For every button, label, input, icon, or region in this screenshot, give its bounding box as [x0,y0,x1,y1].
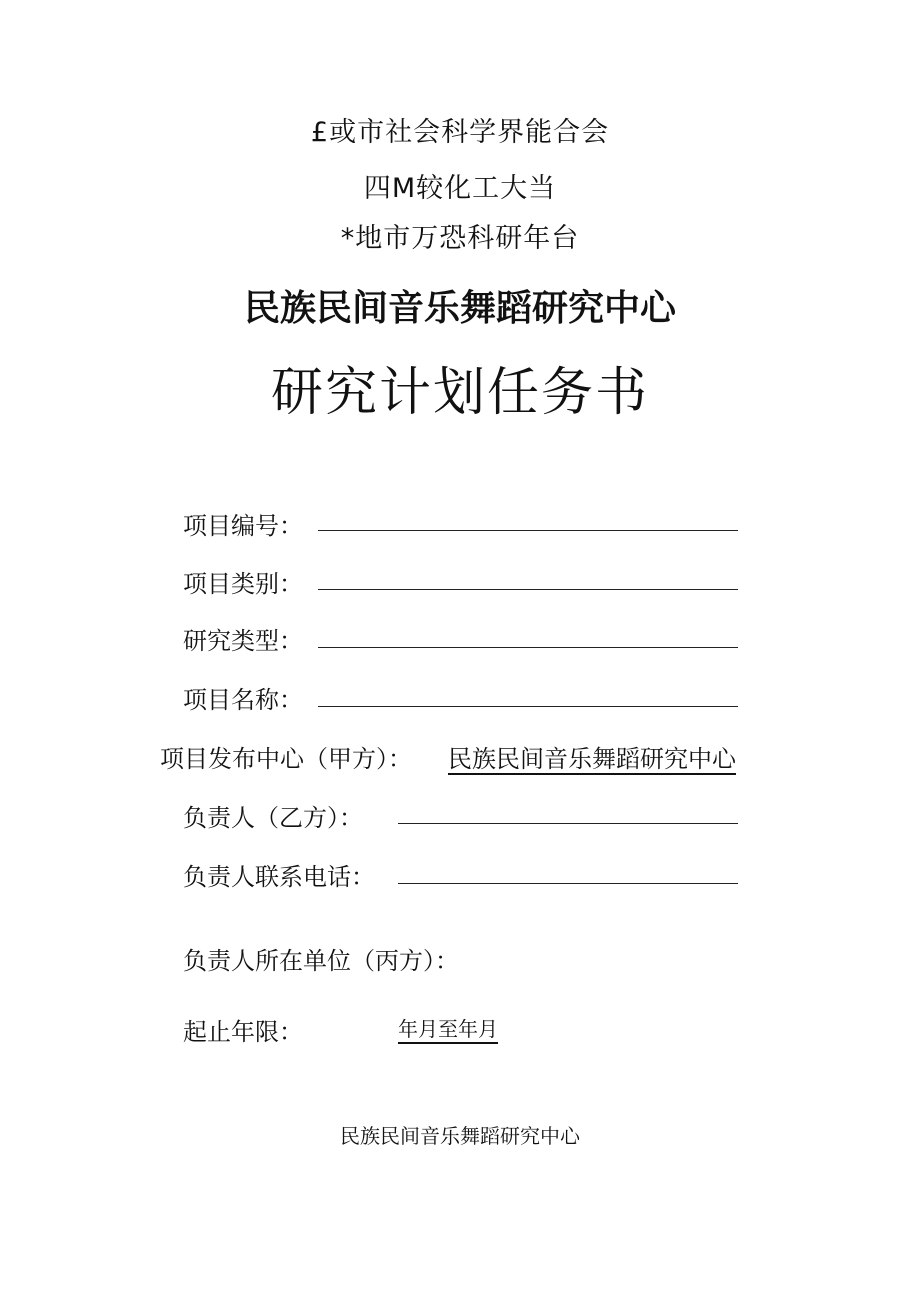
project-name-label: 项目名称： [183,686,303,714]
project-category-label: 项目类别： [183,570,303,598]
responsible-line [398,823,738,824]
document-title: 研究计划任务书 [270,363,649,423]
publisher-label: 项目发布中心（甲方）： [160,745,412,773]
footer-org-name: 民族民间音乐舞蹈研究中心 [340,1124,580,1148]
org-line-2: 四M较化工大当 [363,173,557,204]
responsible-phone-label: 负责人联系电话： [183,863,375,891]
project-category-line [318,589,738,590]
center-name-heading: 民族民间音乐舞蹈研究中心 [243,288,676,329]
project-number-line [318,530,738,531]
publisher-value: 民族民间音乐舞蹈研究中心 [448,745,736,773]
research-type-label: 研究类型： [183,627,303,655]
period-value: 年月至年月 [398,1017,498,1041]
project-name-line [318,706,738,707]
project-number-label: 项目编号： [183,512,303,540]
org-line-3: *地市万恐科研年台 [340,223,580,254]
research-type-line [318,647,738,648]
responsible-unit-label: 负责人所在单位（丙方）： [183,947,459,975]
period-label: 起止年限： [183,1018,303,1046]
org-line-1: £或市社会科学界能合会 [310,117,610,148]
responsible-label: 负责人（乙方）： [183,804,363,832]
responsible-phone-line [398,883,738,884]
